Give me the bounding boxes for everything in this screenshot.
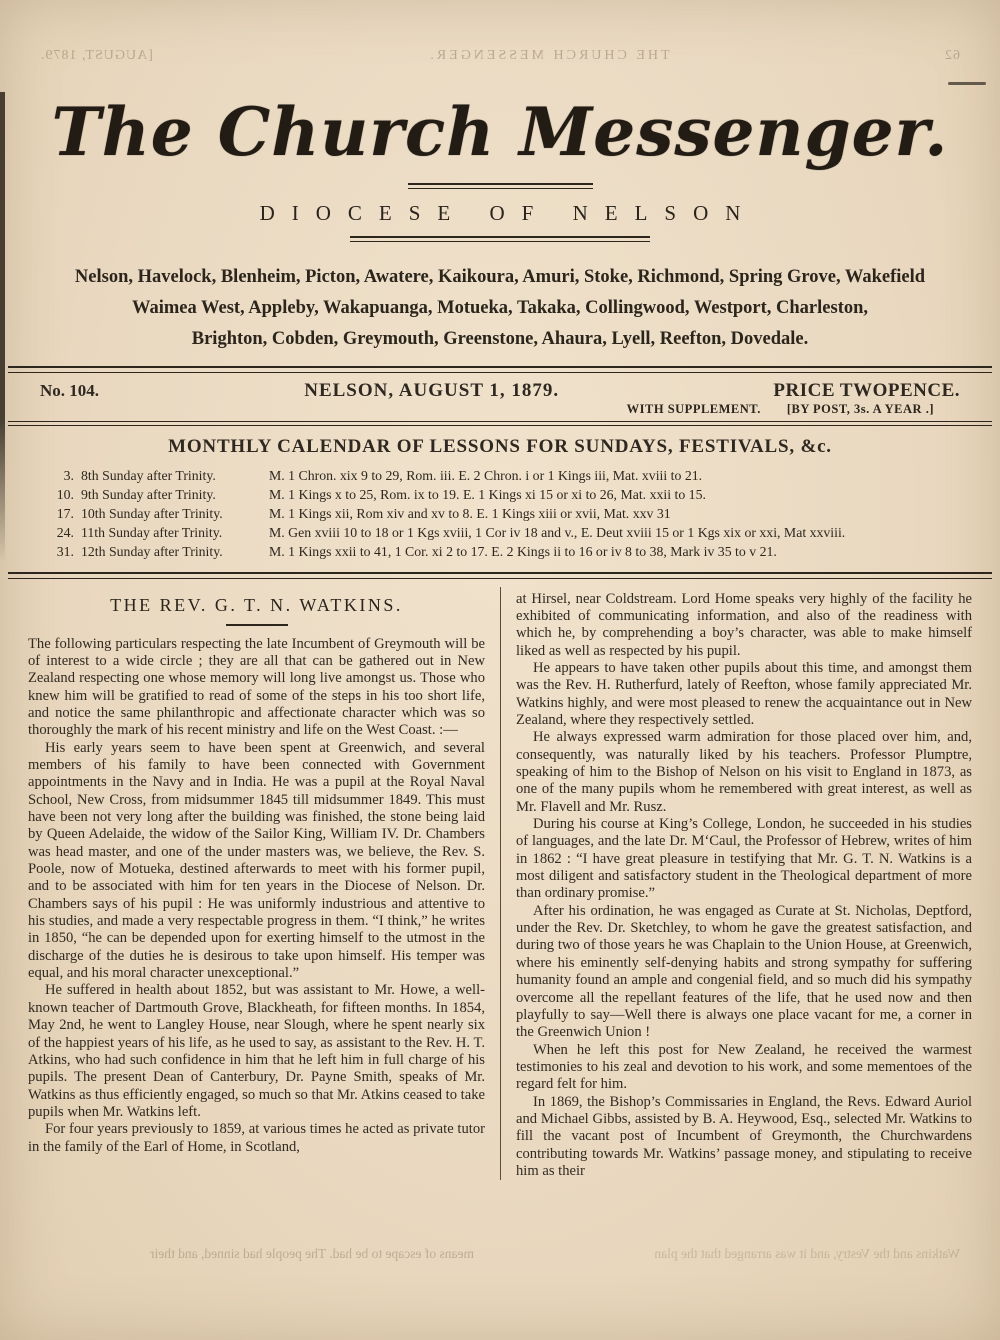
- article-title-rule: [226, 624, 288, 626]
- article-paragraph: For four years previously to 1859, at various times he acted as private tutor in the family of the Earl of Home, in Scotland,: [28, 1121, 485, 1155]
- diocese-subtitle: DIOCESE OF NELSON: [259, 200, 758, 225]
- article-title: THE REV. G. T. N. WATKINS.: [110, 594, 403, 615]
- calendar-sunday: 11th Sunday after Trinity.: [81, 525, 223, 541]
- bleedthrough-date: [AUGUST, 1879.: [40, 48, 153, 63]
- article-paragraph: In 1869, the Bishop’s Commissaries in England, the Revs. Edward Auriol and Michael Gibbs, assisted by B. A. Heywood, Esq., selected Mr. Watkins to fill the vacant post of Incumbent of Greymonth, the Churchwardens contributing towards Mr. Watkins’ passage money, and stipulating to receive him as their: [516, 1093, 972, 1179]
- bleedthrough-running-title: THE CHURCH MESSENGER.: [427, 48, 670, 63]
- issue-line: [0, 373, 1000, 402]
- article-columns: [28, 587, 972, 1181]
- section-rule: [8, 366, 992, 373]
- issue-subline: [0, 402, 1000, 421]
- issue-dateline: NELSON, AUGUST 1, 1879.: [304, 379, 560, 401]
- supplement-note: WITH SUPPLEMENT.: [626, 401, 761, 416]
- calendar-sunday: 9th Sunday after Trinity.: [81, 486, 216, 502]
- masthead-title: The Church Messenger.: [51, 93, 949, 171]
- calendar-day: 10.: [56, 486, 74, 502]
- article-paragraph: The following particulars respecting the late Incumbent of Greymouth will be of interest to a wide circle ; they are all that can be gathered out in New Zealand respecting one whose memory will long live amongst us. Those who knew him will be gratified to read of some of the steps in his too short life, and notice the same philanthropic and affectionate character which was so thoroughly the mark of his recent ministry and life on the West Coast. :—: [28, 635, 485, 739]
- calendar-lessons: M. 1 Kings xii, Rom xiv and xv to 8. E. 1 Kings xiii or xvii, Mat. xxv 31: [269, 506, 671, 521]
- section-rule: [8, 421, 992, 426]
- parish-list-line: Nelson, Havelock, Blenheim, Picton, Awatere, Kaikoura, Amuri, Stoke, Richmond, Spring Grove, Wakefield: [74, 266, 926, 287]
- bleedthrough-bottom-left: means of escape to be had. The people had sinned, and their: [149, 1246, 474, 1261]
- calendar-table: [48, 466, 1000, 562]
- calendar-day: 3.: [63, 467, 74, 483]
- issue-number: No. 104.: [40, 380, 100, 400]
- calendar-lessons: M. 1 Kings xxii to 41, 1 Cor. xi 2 to 17. E. 2 Kings ii to 16 or iv 8 to 38, Mark iv 35 to v 21.: [269, 544, 777, 560]
- calendar-title: MONTHLY CALENDAR OF LESSONS FOR SUNDAYS, FESTIVALS, &c.: [168, 435, 832, 457]
- parish-list-line: Waimea West, Appleby, Wakapuanga, Motueka, Takaka, Collingwood, Westport, Charleston,: [131, 297, 869, 318]
- article-column-right: [500, 587, 972, 1181]
- calendar-row: [48, 504, 1000, 523]
- masthead-rule-top: [408, 183, 593, 189]
- calendar-day: 24.: [56, 525, 74, 541]
- postal-price: [BY POST, 3s. A YEAR .]: [786, 401, 934, 416]
- scan-edge-artifact: [0, 92, 5, 562]
- section-rule: [8, 572, 992, 579]
- calendar-day: 31.: [56, 544, 74, 560]
- article-paragraph: His early years seem to have been spent at Greenwich, and several members of his family to have been connected with Government appointments in the Navy and in India. He was a pupil at the Royal Naval School, New Cross, from midsummer 1845 till midsummer 1849. This must have been not very long after the building was finished, the stone being laid by Queen Adelaide, the widow of the Sailor King, William IV. Dr. Chambers was head master, and one of the under masters was, we believe, the Rev. S. Poole, now of Motueka, destined afterwards to meet with his former pupil, and to be associated with him for ten years in the Diocese of Nelson. Dr. Chambers says of his pupil : He was uniformly industrious and attentive to his studies, and made a very respectable progress in them. “I think,” he writes in 1850, “he can be depended upon for exerting himself to the utmost in the discharge of the duties he is desirous to take upon himself. His temper was equal, and his moral character unexceptional.”: [28, 739, 485, 982]
- article-paragraph: He always expressed warm admiration for those placed over him, and, consequently, was naturally liked by his teachers. Professor Plumptre, speaking of him to the Bishop of Nelson on his visit to England in 1873, as one of the many pupils whom he remembered with great interest, as well as Mr. Flavell and Mr. Rusz.: [516, 729, 972, 815]
- calendar-sunday: 10th Sunday after Trinity.: [81, 506, 223, 521]
- calendar-lessons: M. 1 Chron. xix 9 to 29, Rom. iii. E. 2 Chron. i or 1 Kings iii, Mat. xviii to 21.: [269, 467, 703, 483]
- bleedthrough-header: [40, 48, 960, 64]
- article-paragraph: When he left this post for New Zealand, he received the warmest testimonies to his zeal and devotion to his work, and some mementoes of the regard felt for him.: [516, 1041, 972, 1093]
- calendar-row: [48, 485, 1000, 504]
- calendar-day: 17.: [56, 506, 74, 521]
- calendar-row: [48, 523, 1000, 542]
- bleedthrough-bottom-right: Watkins and the Vestry, and it was arranged that the plan: [654, 1246, 960, 1261]
- issue-price: PRICE TWOPENCE.: [773, 379, 960, 401]
- calendar-row: [48, 466, 1000, 485]
- bleedthrough-page-number: 62: [944, 48, 960, 63]
- calendar-lessons: M. Gen xviii 10 to 18 or 1 Kgs xviii, 1 Cor iv 18 and v., E. Deut xviii 15 or 1 Kgs xix or xxi, Mat xxviii.: [269, 525, 846, 541]
- calendar-lessons: M. 1 Kings x to 25, Rom. ix to 19. E. 1 Kings xi 15 or xi to 26, Mat. xxii to 15.: [269, 486, 706, 502]
- article-column-left: [28, 587, 500, 1181]
- article-paragraph: After his ordination, he was engaged as Curate at St. Nicholas, Deptford, under the Rev. Dr. Sketchley, to whom he gave the greatest satisfaction, and during two of those years he was Chaplain to the Union House, at Greenwich, where his eminently self-denying habits and strong sympathy for suffering humanity found an ample and congenial field, and so much did his sympathy overcome all the repellant features of the life, that he used now and then playfully to say—Well there is always one place vacant for me, a corner in the Greenwich Union !: [516, 902, 972, 1041]
- article-paragraph: at Hirsel, near Coldstream. Lord Home speaks very highly of the facility he exhibited of communicating information, and also of the readiness with which he, by comprehending a boy’s character, was able to make himself liked as well as respected by his pupil.: [516, 590, 972, 659]
- article-paragraph: During his course at King’s College, London, he succeeded in his studies of languages, and the late Dr. M‘Caul, the Professor of Hebrew, writes of him in 1862 : “I have great pleasure in testifying that Mr. G. T. N. Watkins is a most diligent and satisfactory student in the Theological department of more than ordinary promise.”: [516, 816, 972, 902]
- masthead-rule-bottom: [350, 236, 650, 242]
- article-paragraph: He suffered in health about 1852, but was assistant to Mr. Howe, a well-known teacher of Dartmouth Grove, Blackheath, for fifteen months. In 1854, May 2nd, he went to Langley House, near Slough, where he spent nearly six of the happiest years of his life, as he used to say, as assistant to the Rev. H. T. Atkins, who had such confidence in him that he left him in full charge of his pupils. The present Dean of Canterbury, Dr. Payne Smith, speaks of Mr. Watkins as thus efficiently engaged, so much so that Mr. Atkins ceased to take pupils when Mr. Watkins left.: [28, 982, 485, 1120]
- scan-mark-artifact: [948, 82, 986, 85]
- parish-list: [0, 262, 1000, 355]
- calendar-row: [48, 542, 1000, 561]
- article-paragraph: He appears to have taken other pupils about this time, and amongst them was the Rev. H. Rutherfurd, lately of Reefton, whose family appreciated Mr. Watkins highly, and were most pleased to renew the acquaintance out in New Zealand, where they respectively settled.: [516, 659, 972, 729]
- calendar-sunday: 8th Sunday after Trinity.: [81, 467, 216, 483]
- calendar-sunday: 12th Sunday after Trinity.: [81, 544, 223, 560]
- parish-list-line: Brighton, Cobden, Greymouth, Greenstone, Ahaura, Lyell, Reefton, Dovedale.: [191, 328, 809, 349]
